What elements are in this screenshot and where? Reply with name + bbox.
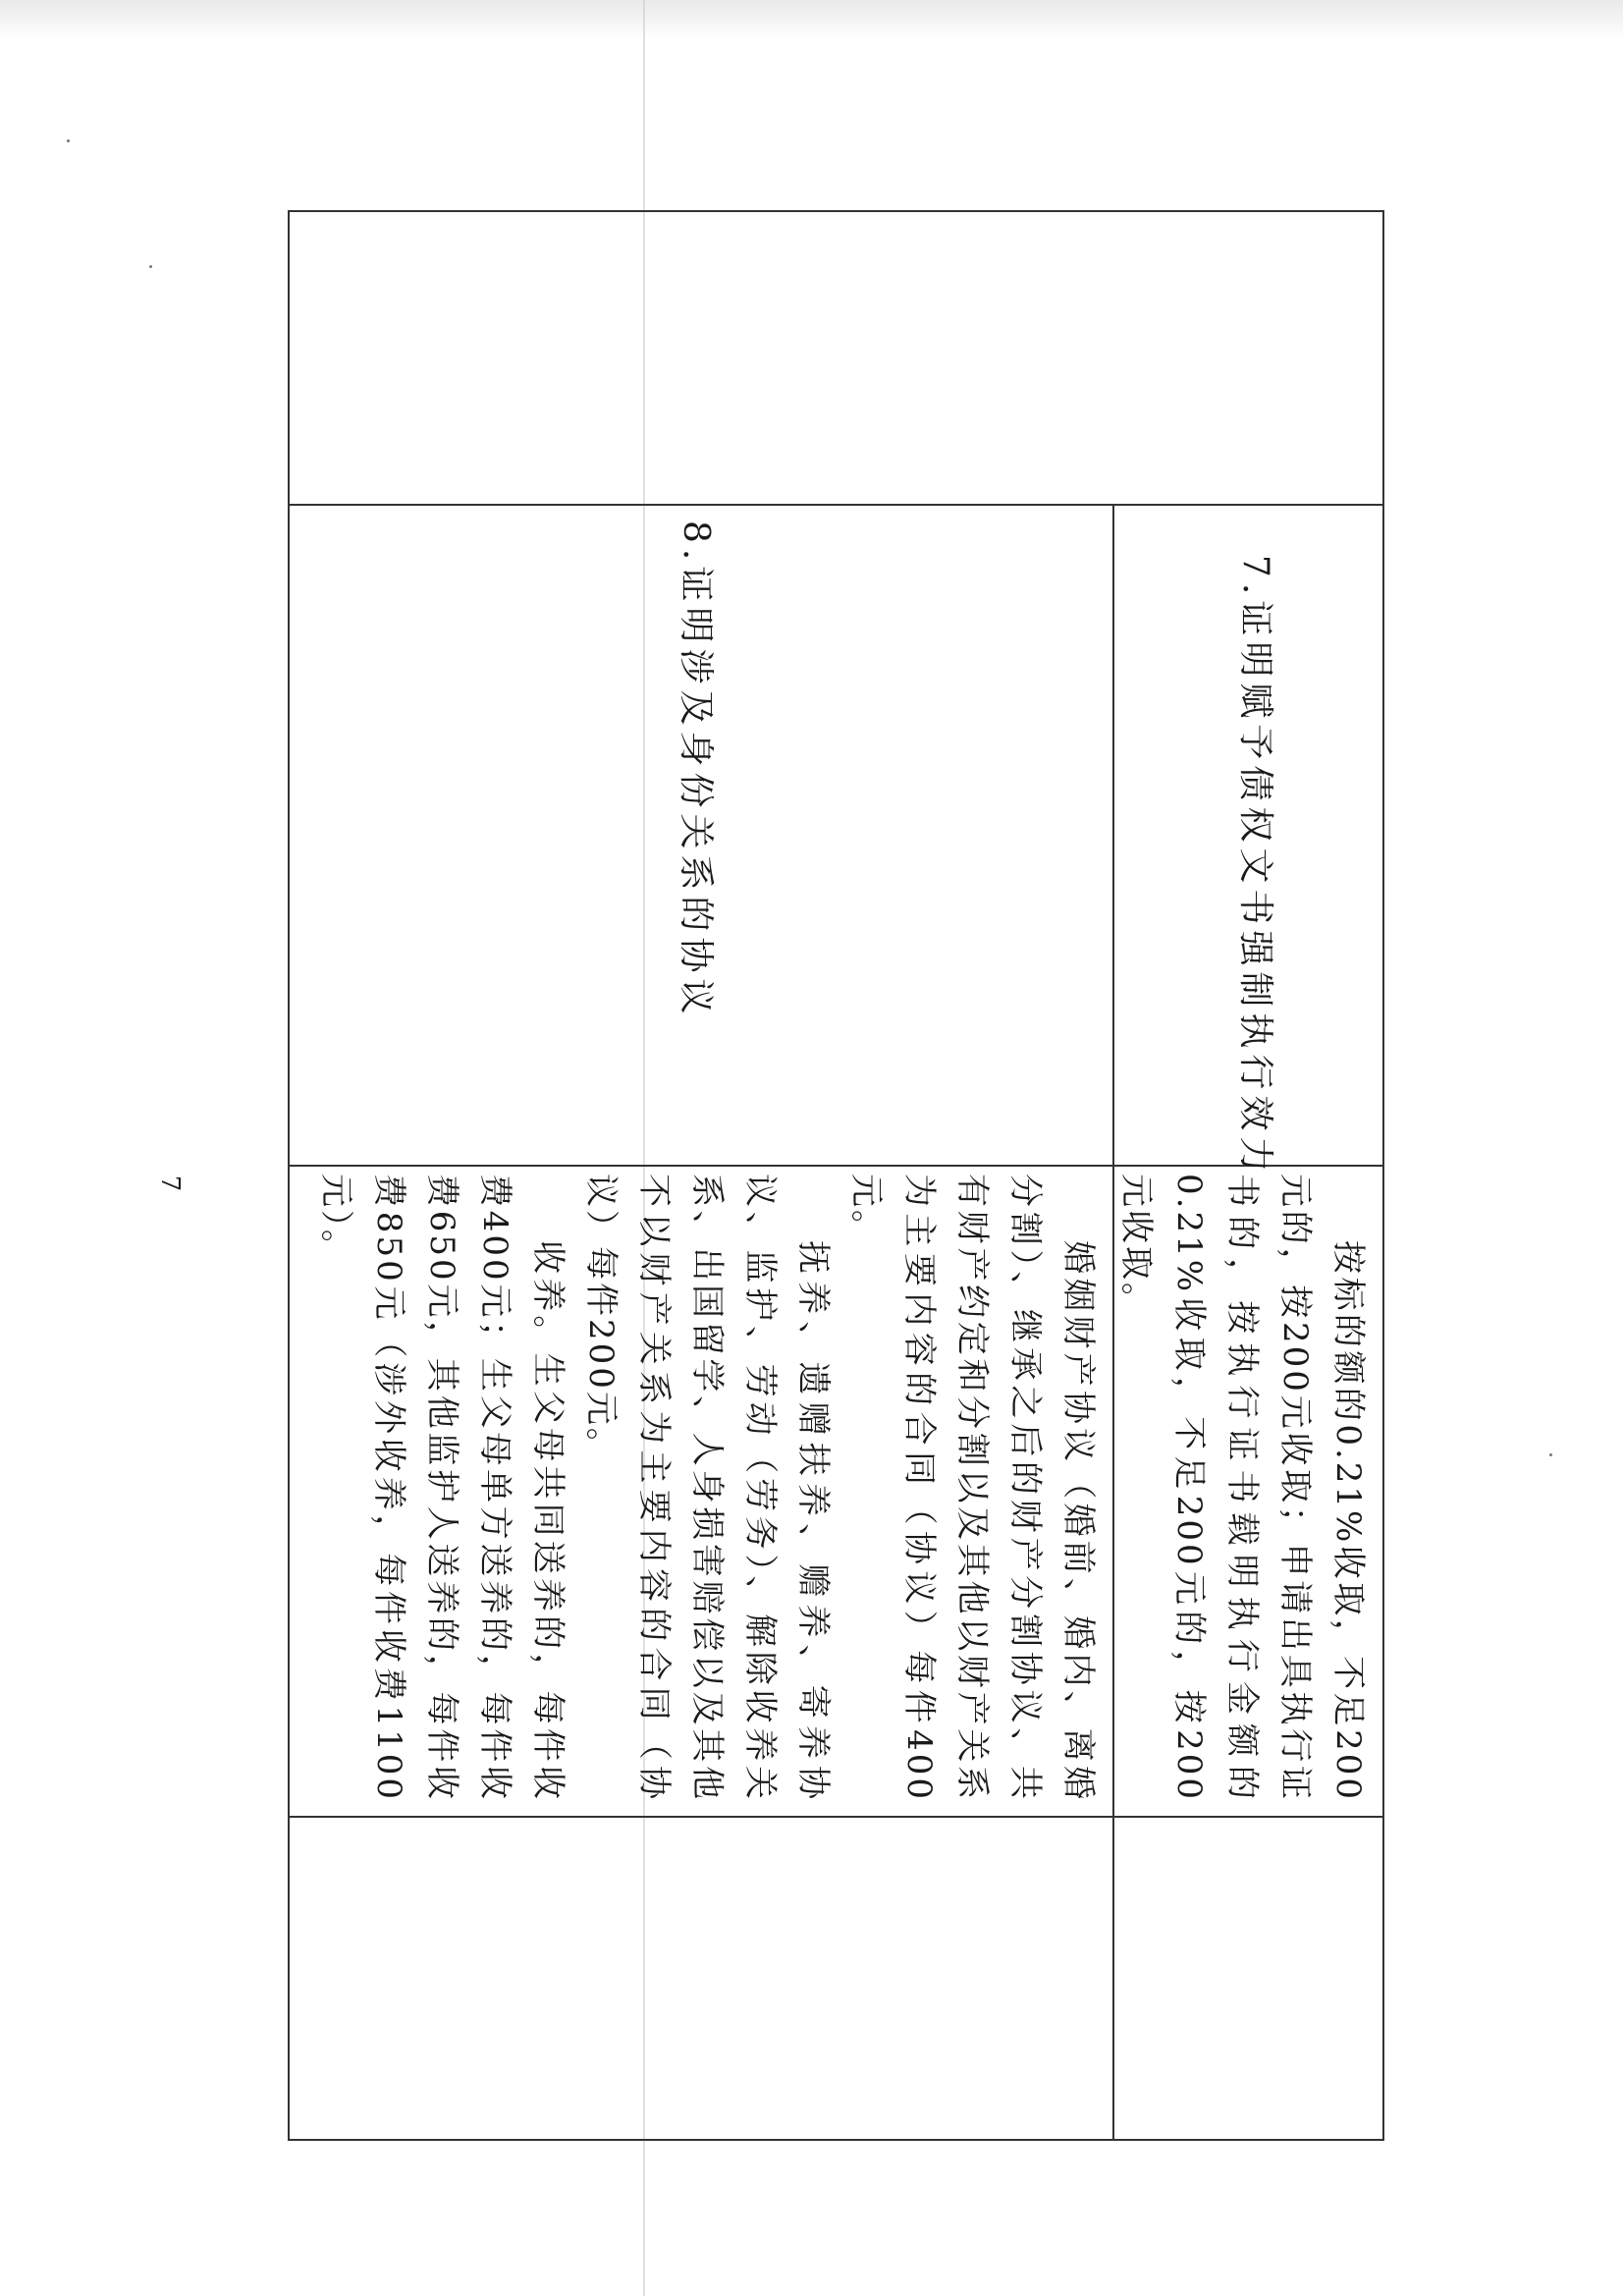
scan-speck: [149, 265, 152, 268]
scan-speck: [67, 139, 70, 142]
row-divider: [290, 1165, 1382, 1167]
item-8-fee-paragraph-support: 抚养、遗赠扶养、赡养、寄养协议、监护、劳动（劳务）、解除收养关系、出国留学、人身损害赔偿以及其他不以财产关系为主要内容的合同（协议）每件200元。: [581, 1174, 833, 1802]
item-8-fee-paragraph-adoption: 收养。生父母共同送养的，每件收费400元；生父母单方送养的，每件收费650元，其他监护人送养的，每件收费850元（涉外收养，每件收费1100元）。: [316, 1174, 568, 1802]
item-7-title: 7.证明赋予债权文书强制执行效力: [1235, 555, 1275, 1178]
item-8-title: 8.证明涉及身份关系的协议: [676, 520, 716, 1020]
scan-speck: [1549, 1453, 1552, 1456]
item-7-fee-cell: [1100, 1174, 1375, 1802]
scan-edge-shadow: [0, 0, 1623, 39]
item-7-fee-paragraph: 按标的额的0.21%收取，不足200元的，按200元收取；申请出具执行证书的，按执行证书载明执行金额的0.21%收取，不足200元的，按200元收取。: [1116, 1174, 1368, 1802]
row-divider: [290, 504, 1382, 506]
page-number: 7: [155, 1175, 185, 1192]
row-divider: [290, 1816, 1382, 1818]
item-8-fee-paragraph-marriage: 婚姻财产协议（婚前、婚内、离婚分割）、继承之后的财产分割协议、共有财产约定和分割以及其他以财产关系为主要内容的合同（协议）每件400元。: [846, 1174, 1098, 1802]
item-8-fee-cell: [299, 1174, 1105, 1802]
